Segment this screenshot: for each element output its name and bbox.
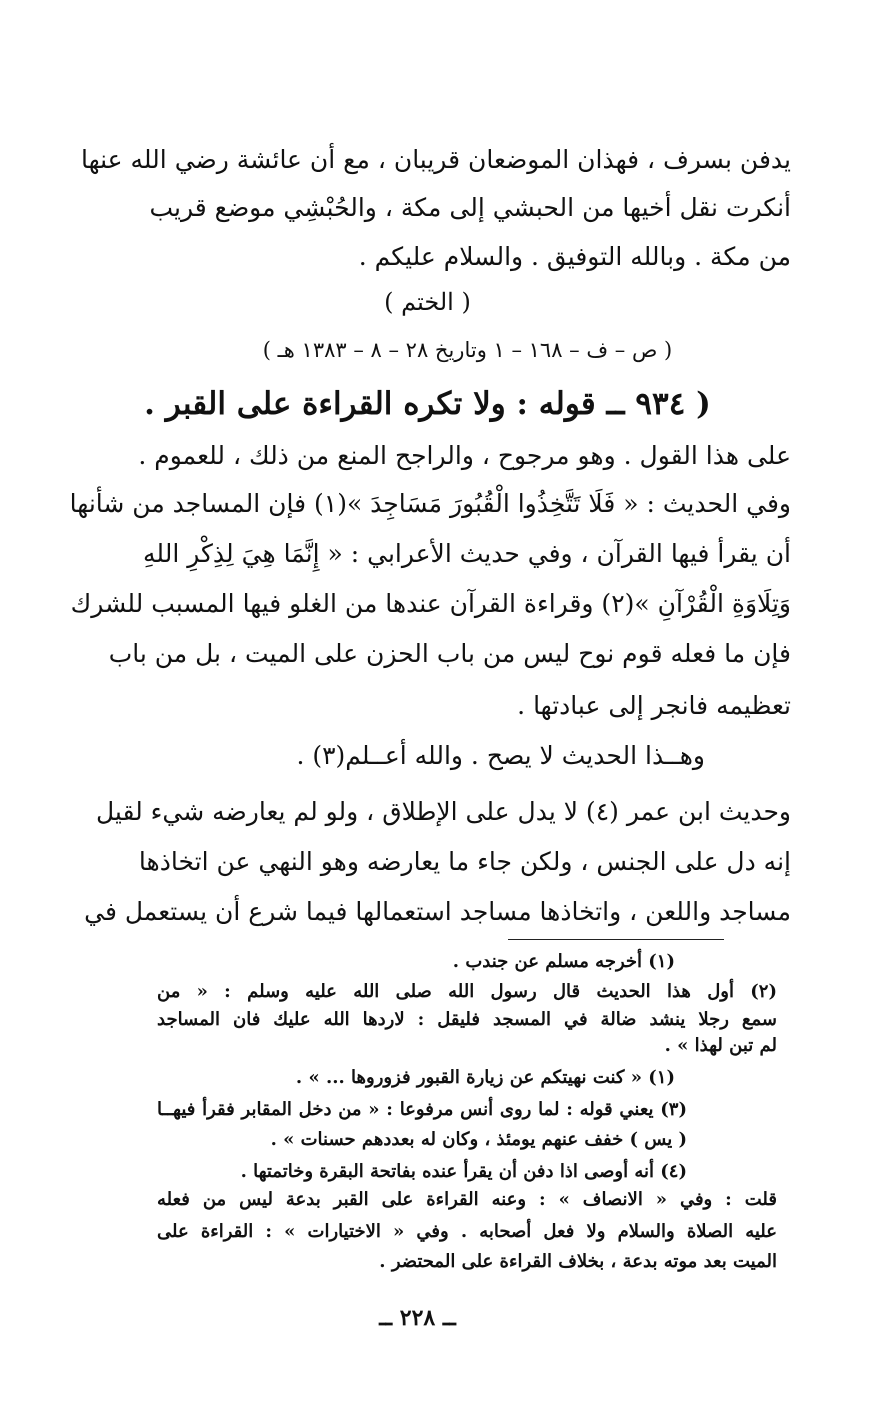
source-reference: ( ص – ف – ١٦٨ – ١ وتاريخ ٢٨ – ٨ – ١٣٨٣ هـ ) xyxy=(262,338,673,362)
footnote-line: لم تبن لهذا » . xyxy=(664,1035,777,1056)
section-heading: ( ٩٣٤ ــ قوله : ولا تكره القراءة على القبر . xyxy=(144,386,711,422)
body-line: وهــذا الحديث لا يصح . والله أعــلم(٣) . xyxy=(296,741,705,770)
body-line: وفي الحديث : « فَلَا تَتَّخِذُوا الْقُبُورَ مَسَاجِدَ »(١) فإن المساجد من شأنها xyxy=(69,489,791,518)
footnote-line: (١) أخرجه مسلم عن جندب . xyxy=(452,951,675,972)
body-line: يدفن بسرف ، فهذان الموضعان قريبان ، مع أن عائشة رضي الله عنها xyxy=(80,145,791,174)
footnote-line: (١) « كنت نهيتكم عن زيارة القبور فزوروها ... » . xyxy=(295,1067,675,1088)
body-line: فإن ما فعله قوم نوح ليس من باب الحزن على الميت ، بل من باب xyxy=(108,639,791,668)
footnote-line: قلت : وفي « الانصاف » : وعنه القراءة على القبر بدعة ليس من فعله xyxy=(157,1189,777,1210)
footnote-line: (٣) يعني قوله : لما روى أنس مرفوعا : « من دخل المقابر فقرأ فيهــا xyxy=(157,1099,687,1120)
closing-mark: ( الختم ) xyxy=(384,288,471,316)
footnote-line: (٤) أنه أوصى اذا دفن أن يقرأ عنده بفاتحة البقرة وخاتمتها . xyxy=(240,1161,687,1182)
page-number: ــ ٢٢٨ ــ xyxy=(379,1305,456,1331)
body-line: من مكة . وبالله التوفيق . والسلام عليكم . xyxy=(358,242,791,271)
footnote-line: الميت بعد موته بدعة ، بخلاف القراءة على المحتضر . xyxy=(379,1251,777,1272)
body-line: أن يقرأ فيها القرآن ، وفي حديث الأعرابي : « إِنَّمَا هِيَ لِذِكْرِ اللهِ xyxy=(143,539,791,568)
body-line: مساجد واللعن ، واتخاذها مساجد استعمالها فيما شرع أن يستعمل في xyxy=(84,897,791,926)
footnote-line: ( يس ) خفف عنهم يومئذ ، وكان له بعددهم حسنات » . xyxy=(270,1129,687,1150)
body-line: على هذا القول . وهو مرجوح ، والراجح المنع من ذلك ، للعموم . xyxy=(138,441,791,470)
footnote-line: سمع رجلا ينشد ضالة في المسجد فليقل : لاردها الله عليك فان المساجد xyxy=(157,1009,777,1030)
footnote-line: عليه الصلاة والسلام ولا فعل أصحابه . وفي « الاختيارات » : القراءة على xyxy=(157,1221,777,1242)
body-line: تعظيمه فانجر إلى عبادتها . xyxy=(517,691,791,720)
footnote-divider xyxy=(508,939,724,940)
body-line: وحديث ابن عمر (٤) لا يدل على الإطلاق ، ولو لم يعارضه شيء لقيل xyxy=(95,797,791,826)
footnote-line: (٢) أول هذا الحديث قال رسول الله صلى الله عليه وسلم : « من xyxy=(157,981,777,1002)
body-line: وَتِلَاوَةِ الْقُرْآنِ »(٢) وقراءة القرآن عندها من الغلو فيها المسبب للشرك xyxy=(70,589,791,618)
body-line: أنكرت نقل أخيها من الحبشي إلى مكة ، والحُبْشِي موضع قريب xyxy=(149,193,791,222)
body-line: إنه دل على الجنس ، ولكن جاء ما يعارضه وهو النهي عن اتخاذها xyxy=(138,847,791,876)
